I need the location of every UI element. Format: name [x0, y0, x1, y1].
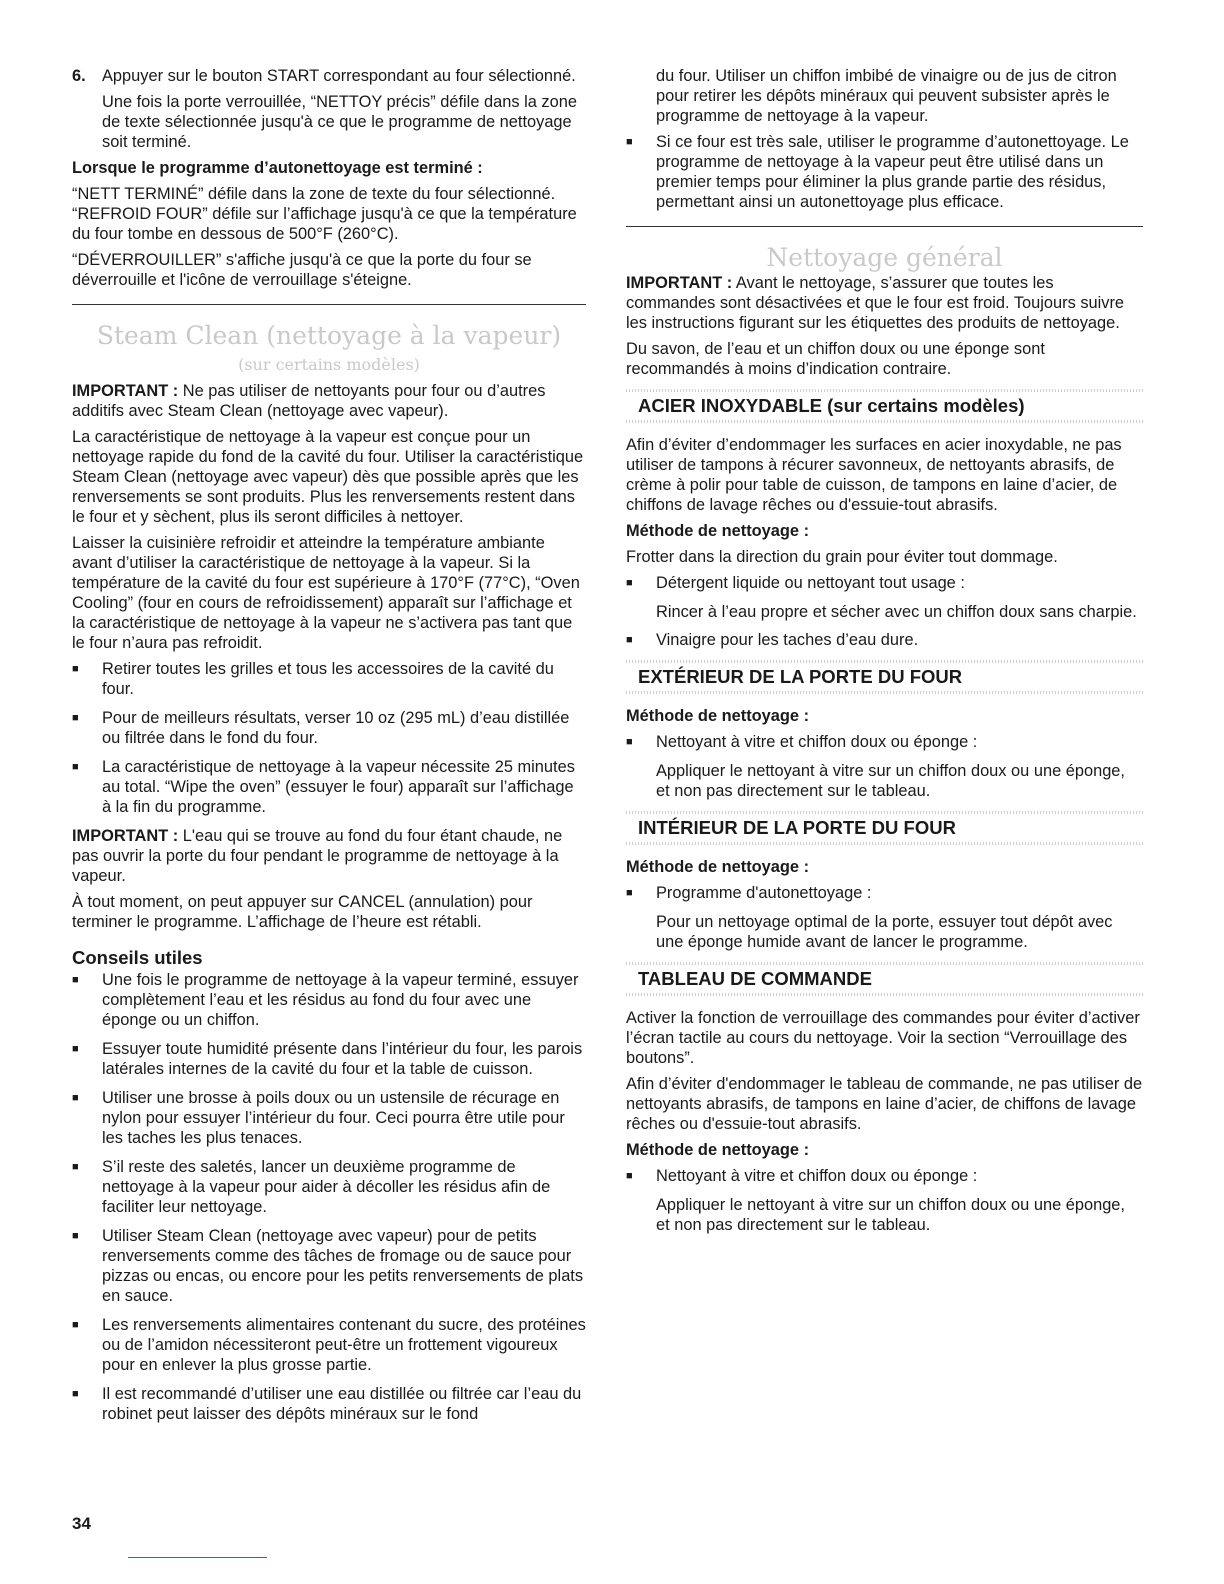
list-item [626, 573, 1143, 593]
steam-important-2-text: L'eau qui se trouve au fond du four étant chaude, ne pas ouvrir la porte du four pendant le programme de nettoyage à la vapeur. [72, 827, 563, 885]
list-item [72, 1157, 586, 1217]
list-item [72, 659, 586, 699]
method-label: Méthode de nettoyage : [626, 1141, 810, 1159]
method-label: Méthode de nettoyage : [626, 858, 810, 876]
list-item [72, 1226, 586, 1306]
inox-p2: Frotter dans la direction du grain pour éviter tout dommage. [626, 548, 1058, 566]
page-number: 34 [72, 1514, 91, 1533]
section-divider [626, 226, 1143, 227]
tips-heading: Conseils utiles [72, 947, 203, 968]
steam-p2: Laisser la cuisinière refroidir et atteindre la température ambiante avant d’utiliser la caractéristique de nettoyage à la vapeur. Si la température de la cavité du four est supérieure à 170°F (77°C), “Oven Cooling” (four en cours de refroidissement) apparaît sur l’affichage et la caractéristique de nettoyage à la vapeur ne s’activera pas tant que le four n’aura pas refroidit. [72, 534, 580, 652]
general-p1: Du savon, de l’eau et un chiffon doux ou une éponge sont recommandés à moins d’indication contraire. [626, 340, 1045, 378]
bullet-icon: ■ [626, 1170, 633, 1182]
bullet-icon: ■ [72, 1092, 79, 1104]
list-item-text: S’il reste des saletés, lancer un deuxième programme de nettoyage à la vapeur pour aider à décoller les résidus afin de faciliter leur nettoyage. [102, 1158, 551, 1216]
steam-p3: À tout moment, on peut appuyer sur CANCEL (annulation) pour terminer le programme. L’affichage de l’heure est rétabli. [72, 893, 533, 931]
bullet-icon: ■ [626, 634, 633, 646]
list-item-text: Essuyer toute humidité présente dans l’intérieur du four, les parois latérales internes de la cavité du four et la table de cuisson. [102, 1040, 583, 1078]
list-item-text: Détergent liquide ou nettoyant tout usage : [656, 574, 965, 592]
list-item [72, 1039, 586, 1079]
inox-b1-sub: Rincer à l’eau propre et sécher avec un chiffon doux sans charpie. [656, 603, 1137, 621]
bullet-icon: ■ [626, 736, 633, 748]
list-item [72, 757, 586, 817]
footer-rule [128, 1557, 267, 1558]
bullet-icon: ■ [72, 761, 79, 773]
tab-p1: Activer la fonction de verrouillage des commandes pour éviter d’activer l’écran tactile au cours du nettoyage. Voir la section “Verrouillage des boutons”. [626, 1009, 1140, 1067]
section-heading-stainless [626, 389, 1143, 423]
tab-b1-sub: Appliquer le nettoyant à vitre sur un chiffon doux ou une éponge, et non pas directement sur le tableau. [656, 1196, 1125, 1234]
ext-b1-sub: Appliquer le nettoyant à vitre sur un chiffon doux ou une éponge, et non pas directement sur le tableau. [656, 762, 1125, 800]
list-item [626, 132, 1143, 212]
list-item [626, 1166, 1143, 1186]
list-item-text: Pour de meilleurs résultats, verser 10 oz (295 mL) d’eau distillée ou filtrée dans le fond du four. [102, 709, 570, 747]
right-column [626, 66, 1143, 1243]
list-item [626, 732, 1143, 752]
left-column [72, 66, 586, 1433]
bullet-icon: ■ [72, 1043, 79, 1055]
list-item-text: Programme d'autonettoyage : [656, 884, 872, 902]
tip-continued: du four. Utiliser un chiffon imbibé de vinaigre ou de jus de citron pour retirer les dépôts minéraux qui peuvent subsister après le programme de nettoyage à la vapeur. [656, 67, 1117, 125]
list-item [72, 1088, 586, 1148]
important-label: IMPORTANT : [72, 827, 179, 845]
list-item-text: Retirer toutes les grilles et tous les accessoires de la cavité du four. [102, 660, 554, 698]
list-item-text: Nettoyant à vitre et chiffon doux ou éponge : [656, 733, 978, 751]
steam-clean-title: Steam Clean (nettoyage à la vapeur) [96, 321, 562, 350]
steam-important [72, 381, 586, 421]
bullet-icon: ■ [72, 663, 79, 675]
step-6 [72, 66, 586, 86]
bullet-icon: ■ [626, 887, 633, 899]
list-item [72, 708, 586, 748]
list-item-text: Si ce four est très sale, utiliser le programme d’autonettoyage. Le programme de nettoyage à la vapeur peut être utilisé dans un premier temps pour éliminer la plus grande partie des résidus, permettant ainsi un autonettoyage plus efficace. [656, 133, 1129, 211]
bullet-icon: ■ [72, 1230, 79, 1242]
list-item-text: Nettoyant à vitre et chiffon doux ou éponge : [656, 1167, 978, 1185]
list-item [72, 1315, 586, 1375]
general-cleaning-title: Nettoyage général [766, 243, 1003, 272]
list-item-text: Il est recommandé d’utiliser une eau distillée ou filtrée car l’eau du robinet peut laisser des dépôts minéraux sur le fond [102, 1385, 582, 1423]
bullet-icon: ■ [72, 1319, 79, 1331]
list-item-text: La caractéristique de nettoyage à la vapeur nécessite 25 minutes au total. “Wipe the oven” (essuyer le four) apparaît sur l’affichage à la fin du programme. [102, 758, 575, 816]
section-divider [72, 304, 586, 305]
heading-qualifier: (sur certains modèles) [827, 395, 1025, 416]
int-b1-sub: Pour un nettoyage optimal de la porte, essuyer tout dépôt avec une éponge humide avant de lancer le programme. [656, 913, 1113, 951]
selfclean-done-p1: “NETT TERMINÉ” défile dans la zone de texte du four sélectionné. “REFROID FOUR” défile sur l’affichage jusqu'à ce que la température du four tombe en dessous de 500°F (260°C). [72, 185, 577, 243]
step-text: Appuyer sur le bouton START correspondant au four sélectionné. [102, 67, 576, 85]
bullet-icon: ■ [72, 712, 79, 724]
steam-clean-subtitle: (sur certains modèles) [238, 355, 420, 374]
general-important-text: Avant le nettoyage, s’assurer que toutes les commandes sont désactivées et que le four est froid. Toujours suivre les instructions figurant sur les étiquettes des produits de nettoyage. [626, 274, 1125, 332]
list-item [626, 630, 1143, 650]
section-heading-exterior-door: EXTÉRIEUR DE LA PORTE DU FOUR [626, 660, 1143, 694]
bullet-icon: ■ [72, 974, 79, 986]
important-label: IMPORTANT : [626, 274, 733, 292]
list-item [626, 883, 1143, 903]
section-heading-control-panel: TABLEAU DE COMMANDE [626, 962, 1143, 996]
tab-p2: Afin d’éviter d'endommager le tableau de commande, ne pas utiliser de nettoyants abrasifs, de tampons en laine d’acier, de chiffons de lavage rêches ou d'essuie-tout abrasifs. [626, 1075, 1143, 1133]
general-important [626, 273, 1143, 333]
list-item-text: Vinaigre pour les taches d’eau dure. [656, 631, 919, 649]
list-item [72, 970, 586, 1030]
list-item-text: Les renversements alimentaires contenant du sucre, des protéines ou de l’amidon nécessiteront peut-être un frottement vigoureux pour en enlever la plus grosse partie. [102, 1316, 586, 1374]
step-number: 6. [72, 67, 86, 85]
heading-text: ACIER INOXYDABLE [638, 395, 822, 416]
list-item [72, 1384, 586, 1424]
step-6-sub: Une fois la porte verrouillée, “NETTOY précis” défile dans la zone de texte sélectionnée jusqu'à ce que le programme de nettoyage soit terminé. [102, 93, 577, 151]
method-label: Méthode de nettoyage : [626, 522, 810, 540]
bullet-icon: ■ [72, 1161, 79, 1173]
list-item-text: Utiliser une brosse à poils doux ou un ustensile de récurage en nylon pour essuyer l’intérieur du four. Ceci pourra être utile pour les taches les plus tenaces. [102, 1089, 565, 1147]
list-item-text: Une fois le programme de nettoyage à la vapeur terminé, essuyer complètement l’eau et les résidus au fond du four avec une éponge ou un chiffon. [102, 971, 579, 1029]
list-item-text: Utiliser Steam Clean (nettoyage avec vapeur) pour de petits renversements comme des tâches de fromage ou de sauce pour pizzas ou encas, ou encore pour les petits renversements de plats en sauce. [102, 1227, 584, 1305]
important-label: IMPORTANT : [72, 382, 179, 400]
section-heading-interior-door: INTÉRIEUR DE LA PORTE DU FOUR [626, 811, 1143, 845]
steam-p1: La caractéristique de nettoyage à la vapeur est conçue pour un nettoyage rapide du fond de la cavité du four. Utiliser la caractéristique Steam Clean (nettoyage avec vapeur) dès que possible après que les renversements se sont produits. Plus les renversements restent dans le four et y sèchent, plus ils seront difficiles à nettoyer. [72, 428, 584, 526]
inox-p1: Afin d’éviter d’endommager les surfaces en acier inoxydable, ne pas utiliser de tampons à récurer savonneux, de nettoyants abrasifs, de crème à polir pour table de cuisson, de tampons en laine d’acier, de chiffons de lavage rêches ou d'essuie-tout abrasifs. [626, 436, 1122, 514]
bullet-icon: ■ [72, 1388, 79, 1400]
bullet-icon: ■ [626, 577, 633, 589]
selfclean-done-p2: “DÉVERROUILLER” s'affiche jusqu'à ce que la porte du four se déverrouille et l'icône de verrouillage s'éteigne. [72, 251, 532, 289]
method-label: Méthode de nettoyage : [626, 707, 810, 725]
steam-important-2 [72, 826, 586, 886]
steam-important-text: Ne pas utiliser de nettoyants pour four ou d’autres additifs avec Steam Clean (nettoyage avec vapeur). [72, 382, 546, 420]
selfclean-done-heading: Lorsque le programme d’autonettoyage est terminé : [72, 159, 483, 177]
bullet-icon: ■ [626, 136, 633, 148]
